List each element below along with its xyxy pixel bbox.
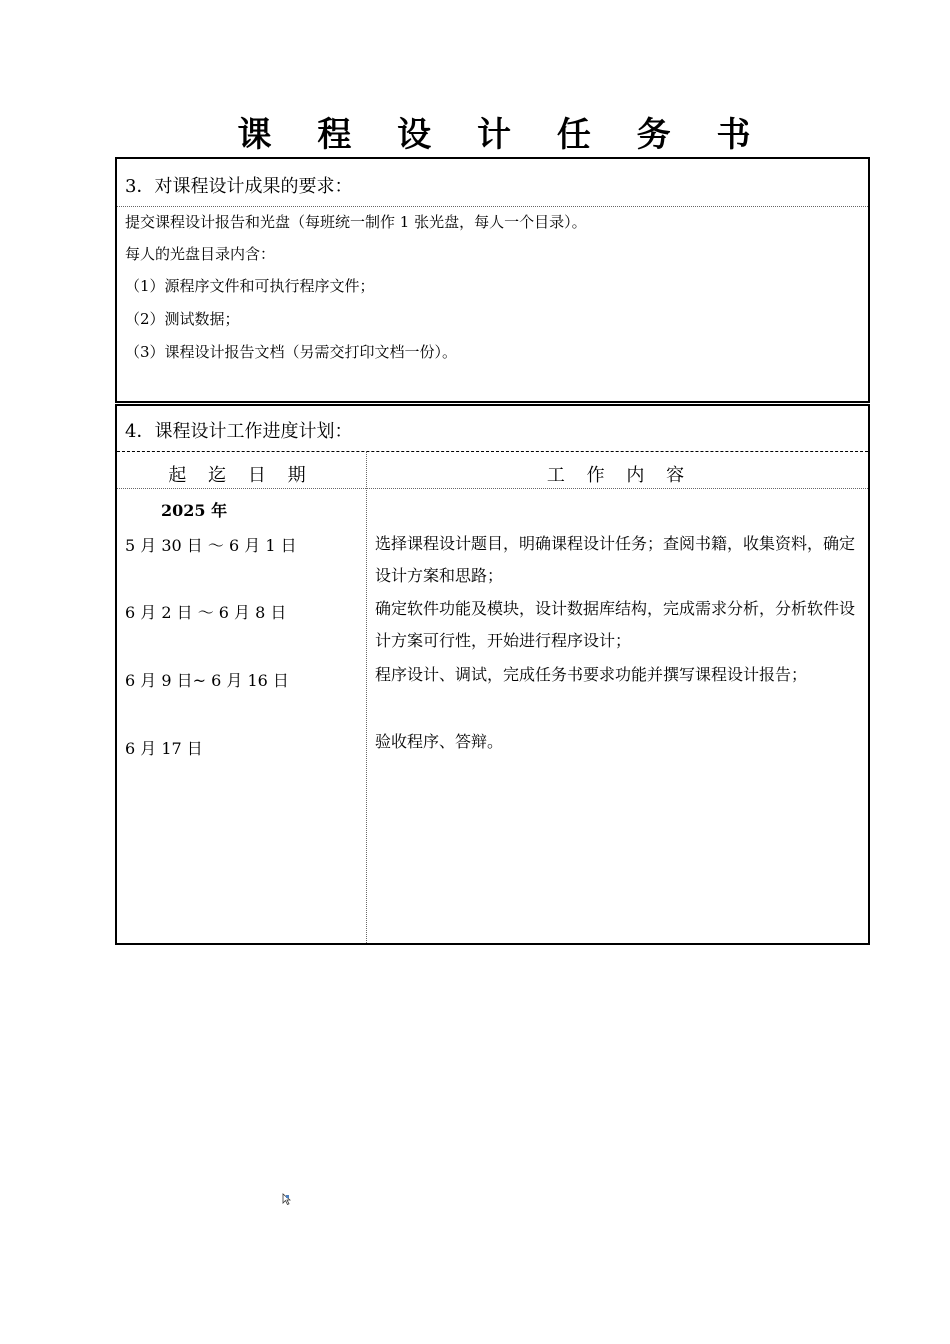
schedule-heading: 4．课程设计工作进度计划： <box>125 421 353 442</box>
table-row-date: 5 月 30 日 ～ 6 月 1 日 <box>125 536 297 555</box>
schedule-section <box>115 404 870 945</box>
requirement-line: 提交课程设计报告和光盘（每班统一制作 1 张光盘，每人一个目录）。 <box>125 213 587 231</box>
table-row-date: 6 月 2 日 ～ 6 月 8 日 <box>125 603 287 622</box>
table-row-date: 6 月 17 日 <box>125 739 203 758</box>
requirement-line: （3）课程设计报告文档（另需交打印文档一份）。 <box>125 343 458 361</box>
requirements-heading: 3．对课程设计成果的要求： <box>125 176 353 197</box>
heading-divider <box>117 451 868 452</box>
requirement-line: （1）源程序文件和可执行程序文件； <box>125 277 375 295</box>
page-title: 课 程 设 计 任 务 书 <box>237 115 768 155</box>
heading-divider <box>117 206 868 207</box>
table-row-content: 验收程序、答辩。 <box>375 732 504 751</box>
requirements-section <box>115 157 870 403</box>
column-header-content: 工 作 内 容 <box>546 465 693 486</box>
table-row-content: 确定软件功能及模块，设计数据库结构，完成需求分析，分析软件设计方案可行性，开始进行程序设计； <box>375 599 856 650</box>
column-separator <box>366 452 367 943</box>
column-header-date: 起 迄 日 期 <box>168 465 314 486</box>
requirement-line: 每人的光盘目录内含： <box>125 245 276 263</box>
small-cursor-icon <box>282 1193 291 1205</box>
year-label: 2025 年 <box>161 501 228 520</box>
requirement-line: （2）测试数据； <box>125 310 240 328</box>
table-row-content: 选择课程设计题目，明确课程设计任务；查阅书籍，收集资料，确定设计方案和思路； <box>375 534 856 585</box>
table-row-date: 6 月 9 日~ 6 月 16 日 <box>125 671 289 690</box>
table-row-content: 程序设计、调试，完成任务书要求功能并撰写课程设计报告； <box>375 665 808 684</box>
column-header-divider <box>117 488 868 489</box>
